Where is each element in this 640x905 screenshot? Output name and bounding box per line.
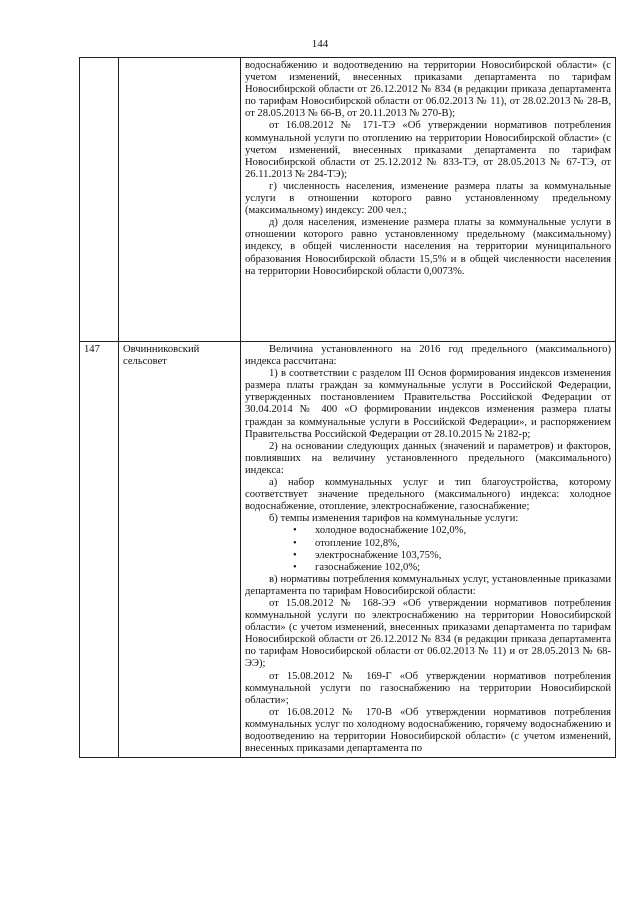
list-item: • отопление 102,8%, — [315, 538, 611, 550]
row-number-cell — [80, 58, 119, 342]
paragraph: б) темпы изменения тарифов на коммунальные услуги: — [269, 513, 519, 525]
tariff-list — [245, 525, 611, 573]
document-table — [79, 57, 616, 758]
page-number: 144 — [311, 38, 329, 50]
paragraph: а) набор коммунальных услуг и тип благоустройства, которому соответствует значение предельного (максимального) индекса: холодное водоснабжение, отопление, электроснабжение, газоснабжение; — [245, 477, 611, 513]
paragraph: в) нормативы потребления коммунальных услуг, установленные приказами департамента по тарифам Новосибирской области: — [245, 573, 611, 597]
description-cell — [241, 58, 616, 342]
paragraph: от 15.08.2012 № 169-Г «Об утверждении нормативов потребления коммунальной услуги по газоснабжению на территории Новосибирской области»; — [245, 670, 611, 706]
paragraph: г) численность населения, изменение размера платы за коммунальные услуги в отношении которого равно установленному предельному (максимальному) индексу: 200 чел.; — [245, 180, 611, 217]
paragraph: от 15.08.2012 № 168-ЭЭ «Об утверждении нормативов потребления коммунальной услуги по электроснабжению на территории Новосибирской области» (с учетом изменений, внесенных приказами департамента по тарифам Новосибирской области от 26.12.2012 № 834 (в редакции приказа департамента по тарифам Новосибирской области от 06.02.2013 № 11) и от 28.05.2013 № 68-ЭЭ); — [245, 597, 611, 670]
paragraph: 2) на основании следующих данных (значений и параметров) и факторов, повлиявших на величину установленного предельного (максимального) индекса: — [245, 440, 611, 476]
table-row — [80, 58, 616, 342]
paragraph: водоснабжению и водоотведению на территории Новосибирской области» (с учетом изменений, внесенных приказами департамента по тарифам Новосибирской области от 26.12.2012 № 834 (в редакции приказа департамента по тарифам Новосибирской области от 06.02.2013 № 11), от 28.02.2013 № 28-В, от 28.05.2013 № 66-В, от 20.11.2013 № 270-В); — [245, 60, 611, 120]
paragraph: от 16.08.2012 № 171-ТЭ «Об утверждении нормативов потребления коммунальной услуги по отоплению на территории Новосибирской области» (с учетом изменений, внесенных приказами департамента по тарифам Новосибирской области от 25.12.2012 № 833-ТЭ, от 28.05.2013 № 67-ТЭ, от 26.11.2013 № 284-ТЭ); — [245, 120, 611, 180]
row-number-cell: 147 — [80, 342, 119, 758]
list-item: • газоснабжение 102,0%; — [315, 562, 611, 574]
description-cell — [241, 342, 616, 758]
municipality-name-cell: Овчинниковский сельсовет — [119, 342, 241, 758]
list-item: • электроснабжение 103,75%, — [315, 550, 611, 562]
list-item: • холодное водоснабжение 102,0%, — [315, 525, 611, 537]
municipality-name-cell — [119, 58, 241, 342]
table-row — [80, 342, 616, 758]
paragraph: д) доля населения, изменение размера платы за коммунальные услуги в отношении которого равно установленному предельному (максимальному) индексу, в общей численности населения на территории муниципального образования Новосибирской области 15,5% и в общей численности населения на территории Новосибирской области 0,0073%. — [245, 217, 611, 277]
paragraph: 1) в соответствии с разделом III Основ формирования индексов изменения размера платы граждан за коммунальные услуги в Российской Федерации, утвержденных постановлением Правительства Российской Федерации от 30.04.2014 № 400 «О формировании индексов изменения размера платы граждан за коммунальные услуги в Российской Федерации», и распоряжением Правительства Российской Федерации от 28.10.2015 № 2182-р; — [245, 368, 611, 440]
paragraph: от 16.08.2012 № 170-В «Об утверждении нормативов потребления коммунальных услуг по холодному водоснабжению, горячему водоснабжению и водоотведению на территории Новосибирской области» (с учетом изменений, внесенных приказами департамента по — [245, 706, 611, 755]
paragraph: Величина установленного на 2016 год предельного (максимального) индекса рассчитана: — [245, 344, 611, 368]
